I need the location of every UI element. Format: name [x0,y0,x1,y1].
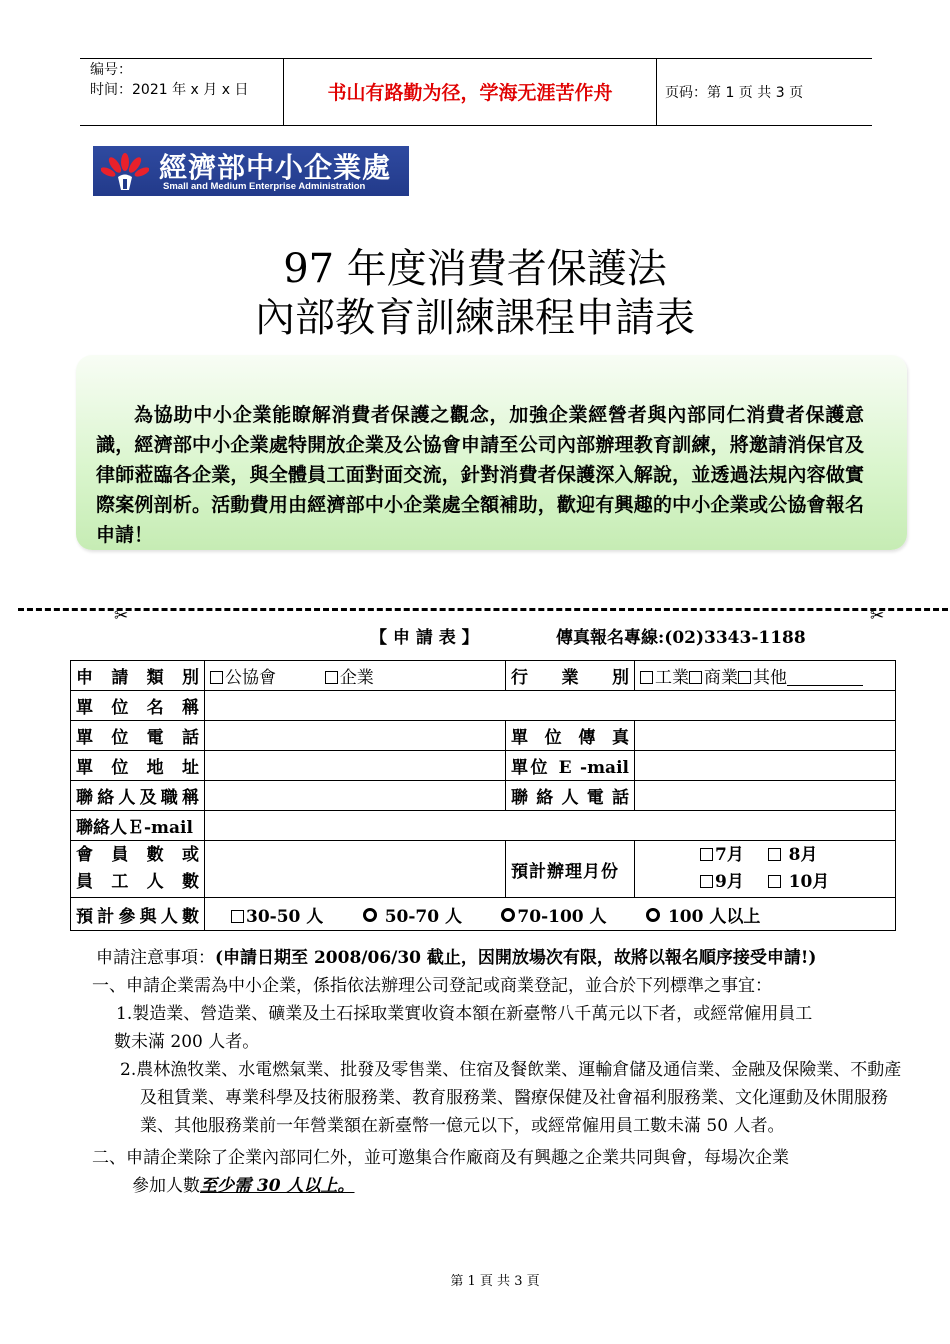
option-label: 30-50 人 [246,906,324,927]
option-label: 100 人以上 [667,906,761,927]
applicant-type-field [205,661,506,691]
unit-email-field[interactable] [635,751,896,781]
option-label: 公協會 [225,668,276,688]
page-title-line2: 內部教育訓練課程申請表 [255,295,695,341]
intro-text: 為協助中小企業能瞭解消費者保護之觀念，加強企業經營者與內部同仁消費者保護意識，經濟部中小企業處特開放企業及公協會申請至公司內部辦理教育訓練，將邀請消保官及律師蒞臨各企業，與全體員工面對面交流，針對消費者保護深入解說，並透過法規內容做實際案例剖析。活動費用由經濟部中小企業處全額補助，歡迎有興趣的中小企業或公協會報名申請！ [96,404,864,546]
radio-50-70[interactable] [363,908,377,922]
header-divider [283,58,284,125]
note-item-1-1 [116,1000,891,1028]
note-item-2b-emphasis: 至少需 30 人以上。 [200,1176,355,1196]
unit-fax-label: 單位傳真 [506,721,635,751]
unit-address-label: 單位地址 [71,751,205,781]
radio-70-100[interactable] [501,908,515,922]
header-motto: 书山有路勤为径，学海无涯苦作舟 [327,82,613,104]
contact-email-field[interactable] [205,811,896,841]
unit-phone-label: 單位電話 [71,721,205,751]
option-label: 商業 [704,668,738,688]
scissors-icon: ✂ [114,606,129,626]
applicant-type-label: 申請類別 [71,661,205,691]
unit-email-label: 單位 E -mail [506,751,635,781]
contact-title-label: 聯絡人及職稱 [71,781,205,811]
member-count-label [71,841,205,898]
option-label: 其他 [753,668,787,688]
header-time: 时间：2021 年 x 月 x 日 [90,82,249,98]
member-count-field[interactable] [205,841,506,898]
checkbox-industry[interactable] [640,671,653,684]
option-label: 70-100 人 [517,906,607,927]
checkbox-30-50[interactable] [231,910,244,923]
checkbox-association[interactable] [210,671,223,684]
contact-title-field[interactable] [205,781,506,811]
table-row [71,841,896,898]
option-label: 9月 [715,872,744,892]
checkbox-other[interactable] [738,671,751,684]
notes-deadline: (申請日期至 2008/06/30 截止，因開放場次有限，故將以報名順序接受申請!) [215,948,817,968]
note-item-1-2: 2.農林漁牧業、水電燃氣業、批發及零售業、住宿及餐飲業、運輸倉儲及通信業、金融及保險業、不動產及租賃業、專業科學及技術服務業、教育服務業、醫療保健及社會福利服務業、文化運動及休閒服務業、其他服務業前一年營業額在新臺幣一億元以下，或經常僱用員工數未滿 50 人者。 [120,1060,902,1136]
month-field [635,841,896,898]
header-divider [656,58,657,125]
contact-phone-label: 聯絡人電話 [506,781,635,811]
other-blank[interactable] [787,667,863,686]
checkbox-september[interactable] [700,875,713,888]
application-notes [92,944,902,1200]
table-row [71,811,896,841]
header-top-rule [80,58,872,59]
unit-name-field[interactable] [205,691,896,721]
note-item-1-1-text: 1.製造業、營造業、礦業及土石採取業實收資本額在新臺幣八千萬元以下者，或經常僱用員工 [116,1004,813,1024]
unit-fax-field[interactable] [635,721,896,751]
notes-intro [96,944,896,972]
header-bottom-rule [80,125,872,126]
agency-logo [93,146,409,196]
cut-line [18,608,948,611]
table-row [71,898,896,931]
industry-label: 行業別 [506,661,635,691]
header-page-info: 页码：第 1 页 共 3 页 [665,85,804,101]
logo-name-en: Small and Medium Enterprise Administration [163,181,366,192]
option-label: 8月 [788,845,818,865]
table-row [71,721,896,751]
option-label: 50-70 人 [384,906,462,927]
checkbox-july[interactable] [700,848,713,861]
radio-100-plus[interactable] [646,908,660,922]
checkbox-october[interactable] [768,875,781,888]
table-row [71,691,896,721]
header-meta [90,60,248,100]
application-form [70,660,896,931]
header-number: 编号： [90,62,132,78]
option-label: 7月 [715,845,744,865]
table-row [71,781,896,811]
participants-field [205,898,896,931]
unit-name-label: 單位名稱 [71,691,205,721]
member-count-label-2: 員工人數 [76,872,199,892]
option-label: 10月 [788,872,830,892]
footer-page-number: 第 1 頁 共 3 頁 [450,1274,540,1289]
form-heading: 【 申 請 表 】 [370,628,479,648]
option-label: 工業 [655,668,689,688]
checkbox-commerce[interactable] [689,671,702,684]
member-count-label-1: 會員數或 [76,845,199,865]
note-item-2b [132,1172,896,1200]
contact-phone-field[interactable] [635,781,896,811]
logo-name-cn: 經濟部中小企業處 [159,151,392,184]
scissors-icon: ✂ [870,606,885,626]
industry-field [635,661,896,691]
table-row [71,751,896,781]
month-label: 預計辦理月份 [506,841,635,898]
table-row [71,661,896,691]
unit-phone-field[interactable] [205,721,506,751]
note-item-1-1b: 數未滿 200 人者。 [114,1032,260,1052]
page-title-line1: 97 年度消費者保護法 [283,246,667,292]
checkbox-august[interactable] [768,848,781,861]
checkbox-enterprise[interactable] [325,671,338,684]
notes-prefix: 申請注意事項： [96,948,215,968]
contact-email-label: 聯絡人Ｅ-mail [71,811,205,841]
note-item-2: 二、申請企業除了企業內部同仁外，並可邀集合作廠商及有興趣之企業共同與會，每場次企業 [92,1148,789,1168]
flower-emblem-icon [101,150,149,192]
participants-label: 預計參與人數 [71,898,205,931]
note-item-2b-prefix: 參加人數 [132,1176,200,1196]
fax-line: 傳真報名專線:(02)3343-1188 [556,628,806,648]
option-label: 企業 [339,668,374,688]
unit-address-field[interactable] [205,751,506,781]
note-item-1: 一、申請企業需為中小企業，係指依法辦理公司登記或商業登記，並合於下列標準之事宜： [92,976,772,996]
